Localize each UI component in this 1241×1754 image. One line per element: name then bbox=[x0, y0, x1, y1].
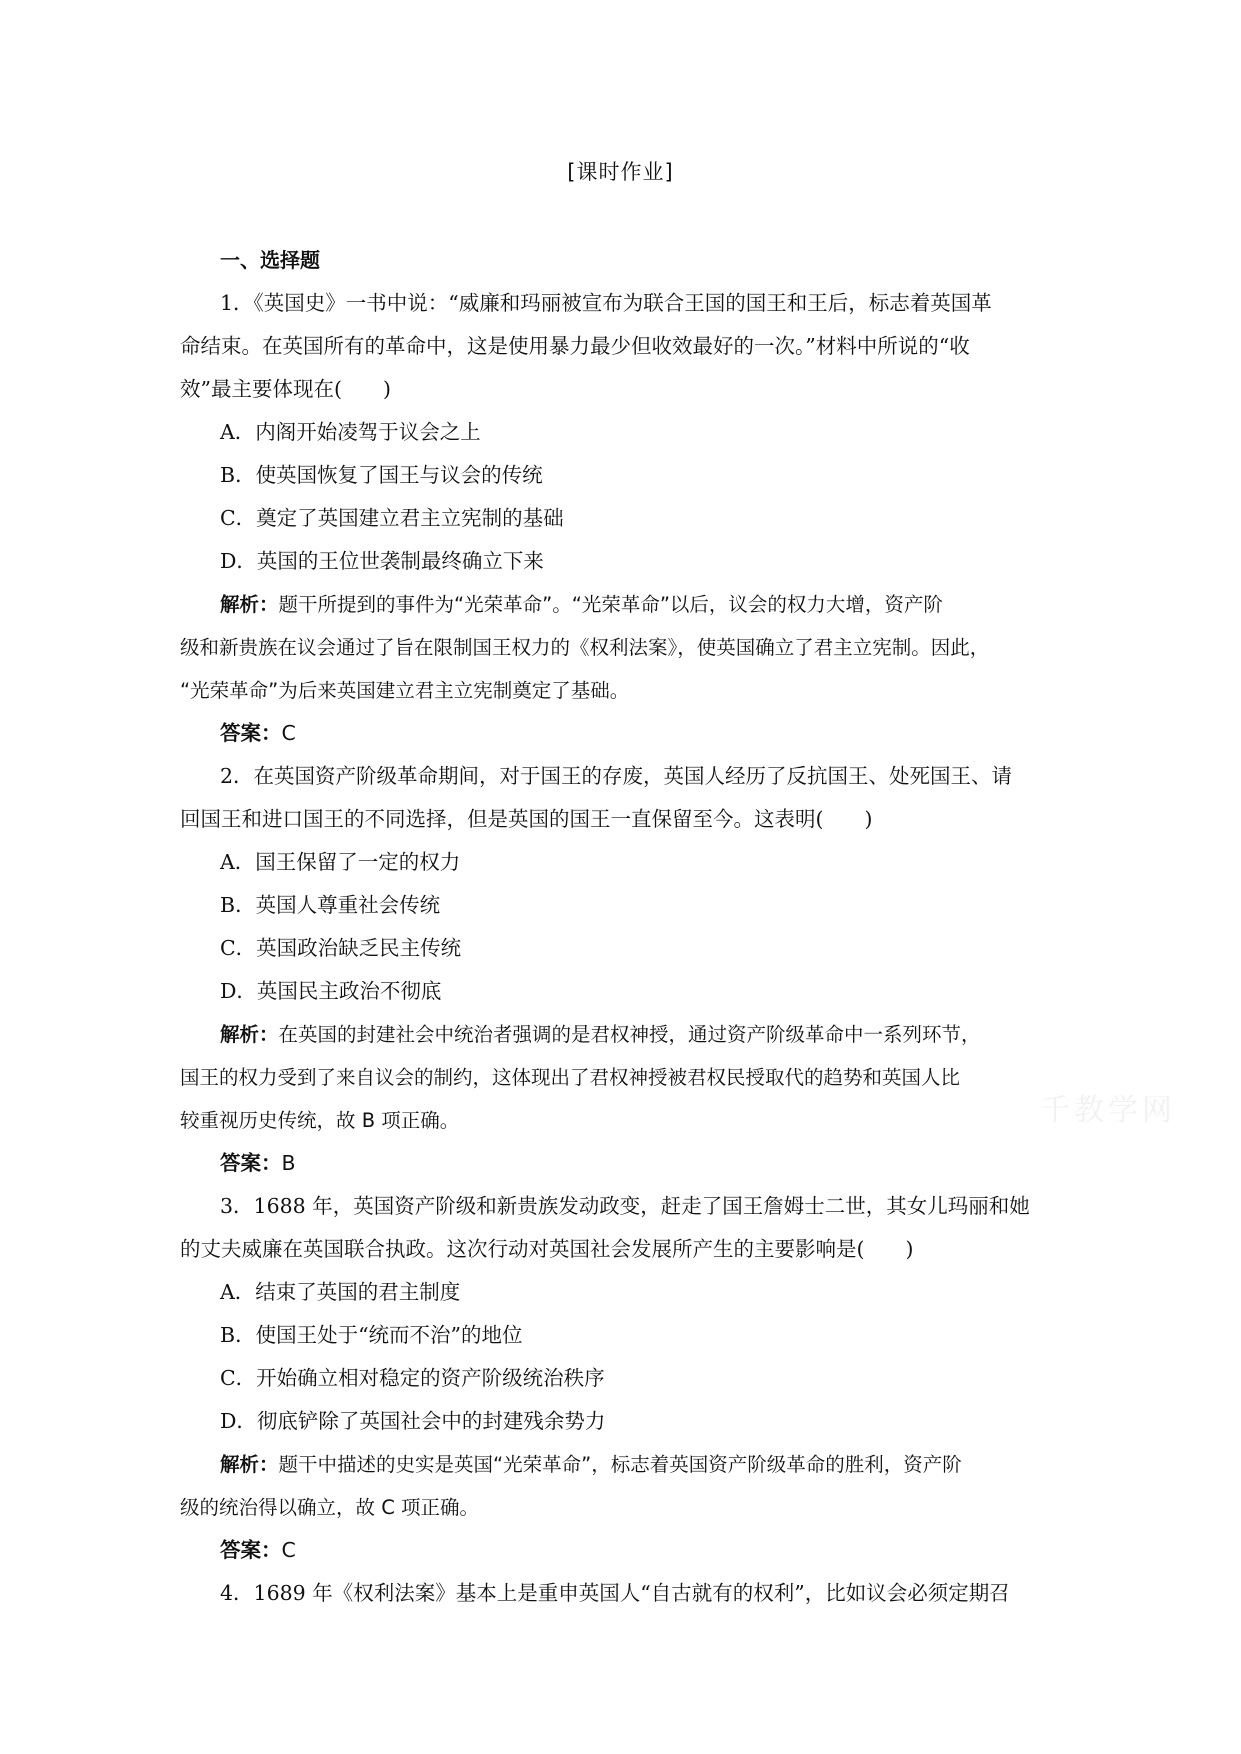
answer-option bbox=[180, 841, 1062, 884]
explanation-line bbox=[180, 1443, 1062, 1486]
line-text: “光荣革命”为后来英国建立君主立宪制奠定了基础。 bbox=[180, 679, 630, 702]
line-text: 在英国的封建社会中统治者强调的是君权神授，通过资产阶级革命中一系列环节， bbox=[278, 1023, 981, 1046]
explanation-line bbox=[180, 1013, 1062, 1056]
line-text: 效”最主要体现在( ) bbox=[180, 377, 391, 401]
line-text: 题干所提到的事件为“光荣革命”。“光荣革命”以后，议会的权力大增，资产阶 bbox=[278, 593, 943, 616]
explanation-label: 解析： bbox=[220, 1453, 279, 1476]
line-text: 回国王和进口国王的不同选择，但是英国的国王一直保留至今。这表明( ) bbox=[180, 807, 873, 831]
line-text: B．使国王处于“统而不治”的地位 bbox=[220, 1323, 523, 1347]
line-text: 3．1688 年，英国资产阶级和新贵族发动政变，赶走了国王詹姆士二世，其女儿玛丽和她 bbox=[220, 1194, 1030, 1218]
answer-line bbox=[180, 1529, 1062, 1572]
explanation-label: 解析： bbox=[220, 593, 279, 616]
explanation-line bbox=[180, 1099, 1062, 1142]
question-stem-line bbox=[180, 1572, 1062, 1615]
question-lines bbox=[180, 282, 1062, 1615]
line-text: A．内阁开始凌驾于议会之上 bbox=[220, 420, 481, 444]
page-title: [课时作业] bbox=[567, 160, 674, 184]
question-stem-line bbox=[180, 325, 1062, 368]
line-text: 1．《英国史》一书中说：“威廉和玛丽被宣布为联合王国的国王和王后，标志着英国革 bbox=[220, 291, 992, 315]
line-text: 4．1689 年《权利法案》基本上是重申英国人“自古就有的权利”，比如议会必须定期召 bbox=[220, 1581, 1010, 1605]
section-heading: 一、选择题 bbox=[220, 248, 320, 272]
question-stem-line bbox=[180, 755, 1062, 798]
line-text: C．奠定了英国建立君主立宪制的基础 bbox=[220, 506, 564, 530]
answer-option bbox=[180, 1357, 1062, 1400]
explanation-line bbox=[180, 669, 1062, 712]
explanation-label: 解析： bbox=[220, 1023, 279, 1046]
line-text: B bbox=[281, 1151, 296, 1175]
line-text: C．英国政治缺乏民主传统 bbox=[220, 936, 462, 960]
question-stem-line bbox=[180, 368, 1062, 411]
line-text: 国王的权力受到了来自议会的制约，这体现出了君权神授被君权民授取代的趋势和英国人比 bbox=[180, 1066, 961, 1089]
question-stem-line bbox=[180, 1228, 1062, 1271]
answer-option bbox=[180, 970, 1062, 1013]
line-text: D．英国的王位世袭制最终确立下来 bbox=[220, 549, 544, 573]
line-text: C bbox=[281, 1538, 296, 1562]
answer-option bbox=[180, 1314, 1062, 1357]
line-text: 题干中描述的史实是英国“光荣革命”，标志着英国资产阶级革命的胜利，资产阶 bbox=[278, 1453, 962, 1476]
answer-line bbox=[180, 712, 1062, 755]
document-body bbox=[180, 239, 1062, 1615]
answer-option bbox=[180, 454, 1062, 497]
line-text: 2．在英国资产阶级革命期间，对于国王的存废，英国人经历了反抗国王、处死国王、请 bbox=[220, 764, 1013, 788]
question-stem-line bbox=[180, 282, 1062, 325]
line-text: A．结束了英国的君主制度 bbox=[220, 1280, 461, 1304]
answer-label: 答案： bbox=[220, 721, 282, 745]
question-stem-line bbox=[180, 1185, 1062, 1228]
line-text: 较重视历史传统，故 B 项正确。 bbox=[180, 1109, 460, 1132]
answer-option bbox=[180, 927, 1062, 970]
line-text: 级的统治得以确立，故 C 项正确。 bbox=[180, 1496, 480, 1519]
answer-option bbox=[180, 411, 1062, 454]
answer-option bbox=[180, 540, 1062, 583]
explanation-line bbox=[180, 1486, 1062, 1529]
answer-option bbox=[180, 1400, 1062, 1443]
watermark: 千教学网 bbox=[1040, 1093, 1176, 1128]
line-text: D．英国民主政治不彻底 bbox=[220, 979, 442, 1003]
line-text: B．使英国恢复了国王与议会的传统 bbox=[220, 463, 543, 487]
question-stem-line bbox=[180, 798, 1062, 841]
line-text: 级和新贵族在议会通过了旨在限制国王权力的《权利法案》，使英国确立了君主立宪制。因此， bbox=[180, 636, 990, 659]
line-text: 的丈夫威廉在英国联合执政。这次行动对英国社会发展所产生的主要影响是( ) bbox=[180, 1237, 914, 1261]
explanation-line bbox=[180, 583, 1062, 626]
answer-line bbox=[180, 1142, 1062, 1185]
answer-label: 答案： bbox=[220, 1538, 282, 1562]
answer-option bbox=[180, 884, 1062, 927]
line-text: 命结束。在英国所有的革命中，这是使用暴力最少但收效最好的一次。”材料中所说的“收 bbox=[180, 334, 970, 358]
explanation-line bbox=[180, 1056, 1062, 1099]
line-text: B．英国人尊重社会传统 bbox=[220, 893, 441, 917]
answer-option bbox=[180, 1271, 1062, 1314]
line-text: C．开始确立相对稳定的资产阶级统治秩序 bbox=[220, 1366, 605, 1390]
explanation-line bbox=[180, 626, 1062, 669]
answer-label: 答案： bbox=[220, 1151, 282, 1175]
line-text: D．彻底铲除了英国社会中的封建残余势力 bbox=[220, 1409, 606, 1433]
line-text: A．国王保留了一定的权力 bbox=[220, 850, 461, 874]
answer-option bbox=[180, 497, 1062, 540]
line-text: C bbox=[281, 721, 296, 745]
